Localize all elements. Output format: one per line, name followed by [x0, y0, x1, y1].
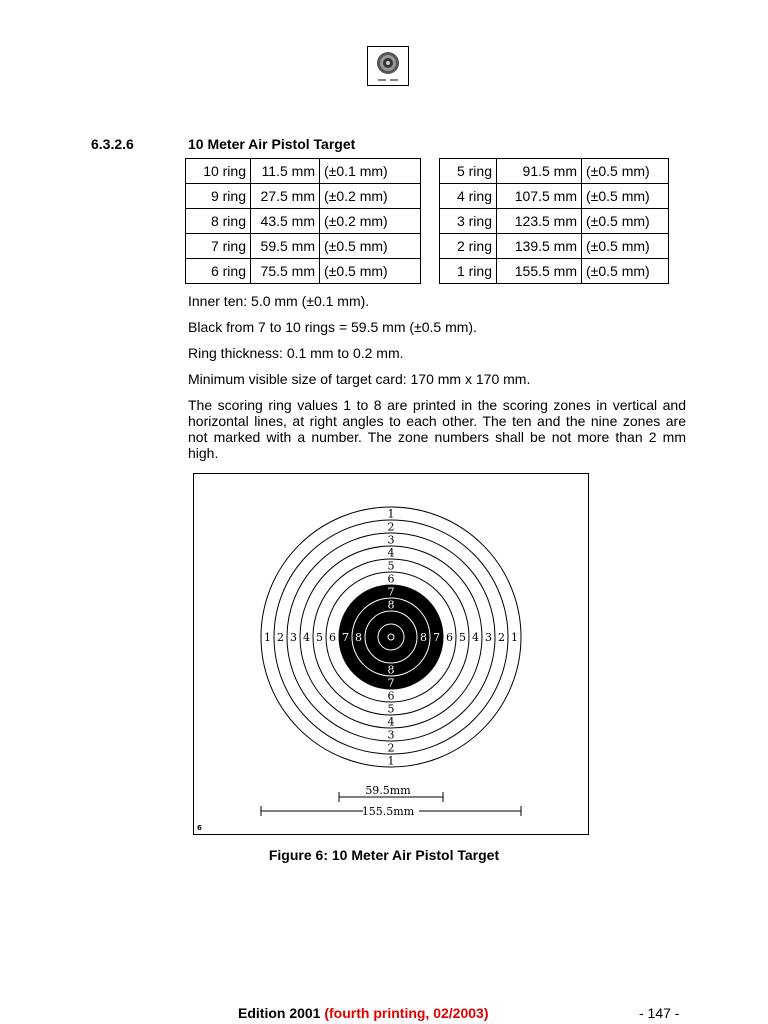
table-row	[186, 234, 669, 259]
ring-label: 1 ring	[440, 259, 497, 284]
ring-tolerance: (±0.5 mm)	[582, 259, 669, 284]
ring-label: 2 ring	[440, 234, 497, 259]
ring-size: 123.5 mm	[497, 209, 582, 234]
figure-caption: Figure 6: 10 Meter Air Pistol Target	[268, 847, 500, 863]
ring-number-right: 1	[511, 631, 518, 644]
min-card-size-text: Minimum visible size of target card: 170 mm x 170 mm.	[188, 371, 531, 387]
ring-number-right: 8	[420, 631, 427, 644]
ring-number-right: 4	[472, 631, 479, 644]
target-diagram	[194, 474, 588, 834]
ring-tolerance: (±0.5 mm)	[582, 184, 669, 209]
ring-label: 7 ring	[186, 234, 251, 259]
ring-size: 11.5 mm	[251, 159, 320, 184]
ring-size: 155.5 mm	[497, 259, 582, 284]
ring-number-left: 1	[264, 631, 271, 644]
scoring-numbers-text: The scoring ring values 1 to 8 are printed in the scoring zones in vertical and horizontal lines, at right angles to each other. The ten and the nine zones are not marked with a number. The zone numbers shall be not more than 2 mm high.	[188, 397, 686, 461]
ring-label: 8 ring	[186, 209, 251, 234]
target-figure	[193, 473, 589, 835]
ring-tolerance: (±0.5 mm)	[582, 234, 669, 259]
ring-number-left: 7	[342, 631, 349, 644]
issf-logo	[367, 46, 409, 86]
ring-tolerance: (±0.2 mm)	[320, 184, 421, 209]
ring-number-bottom: 5	[387, 702, 395, 716]
ring-number-left: 4	[303, 631, 310, 644]
ring-number-left: 8	[355, 631, 362, 644]
ring-size: 107.5 mm	[497, 184, 582, 209]
ring-label: 10 ring	[186, 159, 251, 184]
ring-number-top: 8	[387, 598, 395, 612]
ring-number-top: 2	[387, 520, 395, 534]
ring-number-right: 3	[485, 631, 492, 644]
ring-tolerance: (±0.1 mm)	[320, 159, 421, 184]
table-row	[186, 159, 669, 184]
table-row	[186, 209, 669, 234]
ring-tolerance: (±0.5 mm)	[582, 209, 669, 234]
section-title: 10 Meter Air Pistol Target	[188, 136, 356, 152]
ring-number-top: 3	[387, 533, 395, 547]
black-zone-text: Black from 7 to 10 rings = 59.5 mm (±0.5 mm).	[188, 319, 477, 335]
ring-number-left: 6	[329, 631, 336, 644]
dim-black-label: 59.5mm	[365, 784, 411, 797]
ring-number-top: 6	[387, 572, 395, 586]
edition-label: Edition 2001	[238, 1005, 321, 1021]
inner-ten-text: Inner ten: 5.0 mm (±0.1 mm).	[188, 293, 370, 309]
ring-tolerance: (±0.5 mm)	[582, 159, 669, 184]
ring-number-top: 7	[387, 585, 395, 599]
ring-number-bottom: 2	[387, 741, 395, 755]
ring-number-bottom: 1	[387, 754, 395, 768]
ring-number-right: 6	[446, 631, 453, 644]
printing-label: (fourth printing, 02/2003)	[324, 1005, 489, 1021]
ring-number-left: 5	[316, 631, 323, 644]
ring-label: 4 ring	[440, 184, 497, 209]
dim-card-label: 155.5mm	[361, 805, 415, 818]
ring-tolerance: (±0.5 mm)	[320, 259, 421, 284]
ring-tolerance: (±0.2 mm)	[320, 209, 421, 234]
ring-number-bottom: 6	[387, 689, 395, 703]
ring-number-left: 2	[277, 631, 284, 644]
ring-size-table	[185, 158, 669, 284]
ring-number-right: 5	[459, 631, 466, 644]
ring-number-bottom: 3	[387, 728, 395, 742]
ring-number-top: 5	[387, 559, 395, 573]
ring-number-top: 4	[387, 546, 395, 560]
table-row	[186, 259, 669, 284]
ring-thickness-text: Ring thickness: 0.1 mm to 0.2 mm.	[188, 345, 404, 361]
page-number: - 147 -	[639, 1005, 680, 1021]
ring-label: 5 ring	[440, 159, 497, 184]
ring-size: 43.5 mm	[251, 209, 320, 234]
section-number: 6.3.2.6	[91, 136, 134, 152]
corner-mark: 6	[197, 824, 202, 832]
footer-edition	[238, 1005, 488, 1021]
ring-number-bottom: 7	[387, 676, 395, 690]
ring-number-right: 2	[498, 631, 505, 644]
ring-size: 75.5 mm	[251, 259, 320, 284]
table-row	[186, 184, 669, 209]
ring-number-left: 3	[290, 631, 297, 644]
ring-number-right: 7	[433, 631, 440, 644]
ring-number-bottom: 4	[387, 715, 395, 729]
ring-label: 6 ring	[186, 259, 251, 284]
ring-tolerance: (±0.5 mm)	[320, 234, 421, 259]
ring-size: 59.5 mm	[251, 234, 320, 259]
ring-size: 139.5 mm	[497, 234, 582, 259]
ring-label: 3 ring	[440, 209, 497, 234]
ring-size: 91.5 mm	[497, 159, 582, 184]
ring-label: 9 ring	[186, 184, 251, 209]
ring-number-bottom: 8	[387, 663, 395, 677]
ring-size: 27.5 mm	[251, 184, 320, 209]
ring-number-top: 1	[387, 507, 395, 521]
